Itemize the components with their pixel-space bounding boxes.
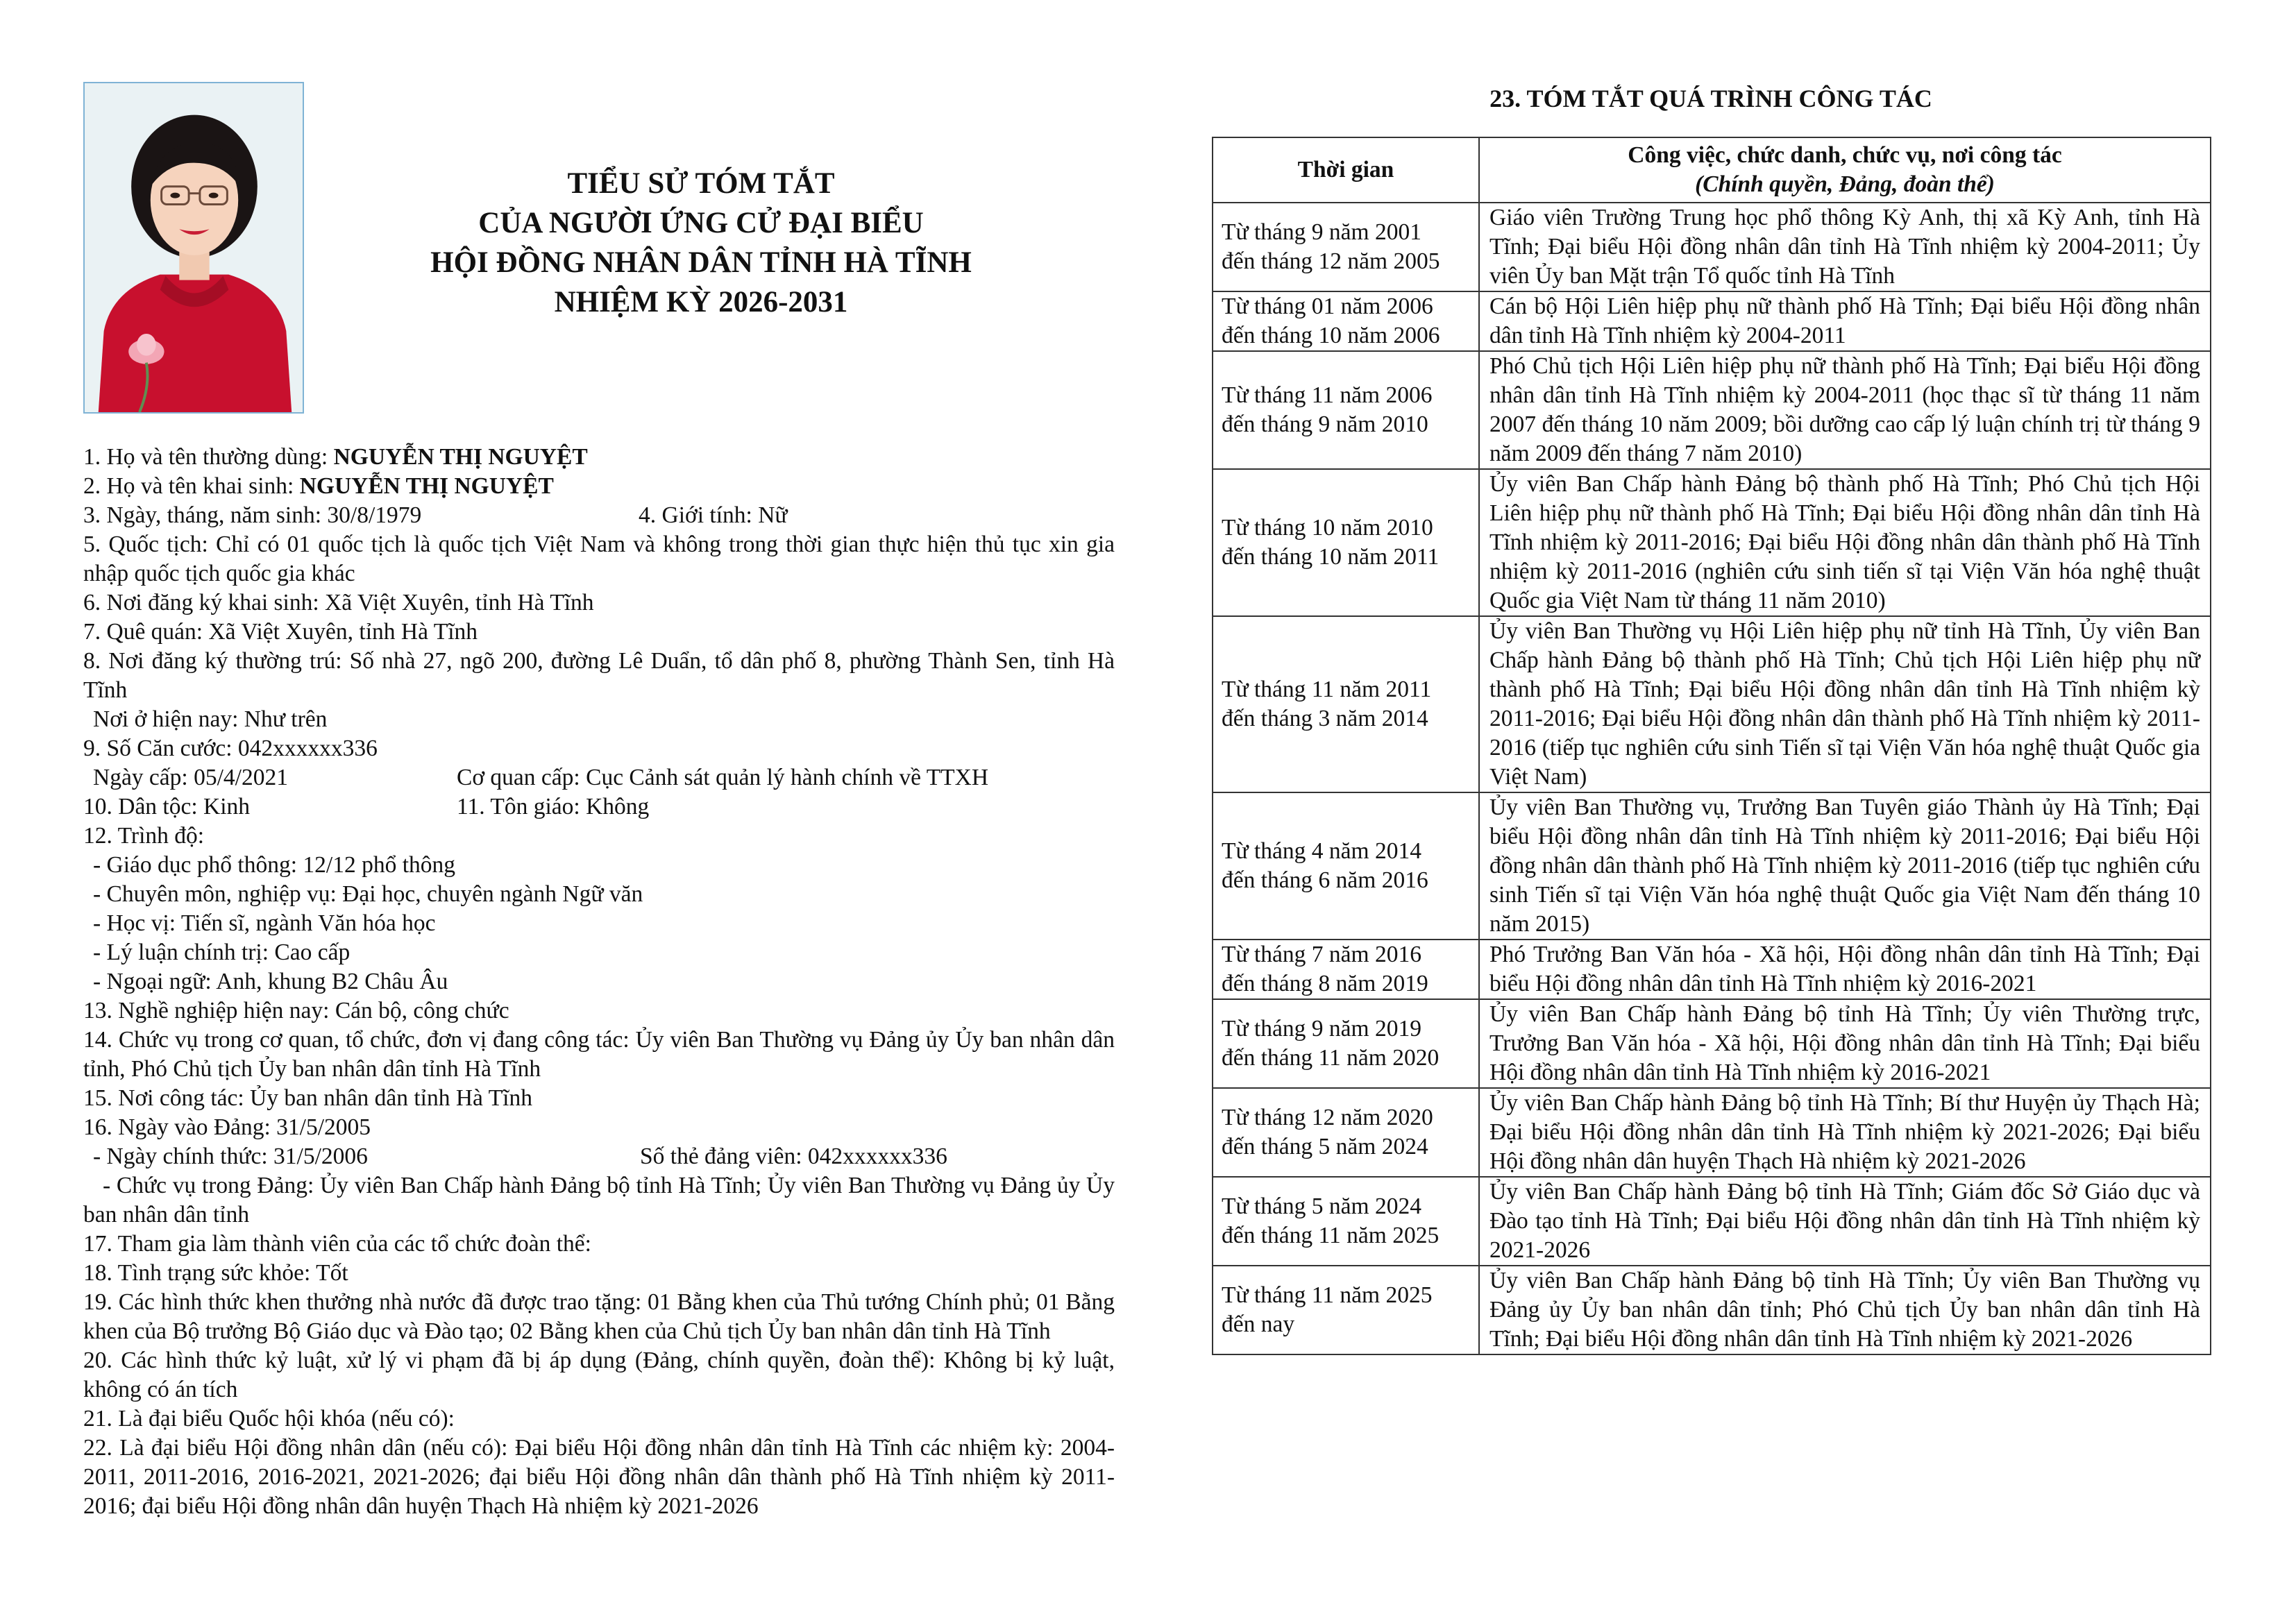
field-party-card-number: Số thẻ đảng viên: 042xxxxxx336	[640, 1144, 947, 1169]
career-period-from: Từ tháng 11 năm 2011	[1222, 677, 1432, 702]
career-period-to: đến tháng 9 năm 2010	[1222, 411, 1428, 437]
career-description: Cán bộ Hội Liên hiệp phụ nữ thành phố Hà Tĩnh; Đại biểu Hội đồng nhân dân tỉnh Hà Tĩnh nhiệm kỳ 2004-2011	[1479, 291, 2211, 351]
field-row-birth-gender	[83, 501, 1115, 530]
field-row-id-issue	[83, 763, 1115, 792]
career-heading: 23. TÓM TẮT QUÁ TRÌNH CÔNG TÁC	[1489, 85, 1932, 112]
career-description: Ủy viên Ban Thường vụ, Trưởng Ban Tuyên giáo Thành ủy Hà Tĩnh; Đại biểu Hội đồng nhân dân tỉnh Hà Tĩnh nhiệm kỳ 2011-2016; Đại biểu Hội đồng nhân dân thành phố Hà Tĩnh nhiệm kỳ 2011-2016 (tiếp tục nghiên cứu sinh Tiến sĩ tại Viện Văn hóa nghệ thuật Quốc gia Việt Nam đến tháng 10 năm 2015)	[1479, 792, 2211, 940]
career-period	[1213, 291, 1479, 351]
field-peoples-council: 22. Là đại biểu Hội đồng nhân dân (nếu có): Đại biểu Hội đồng nhân dân tỉnh Hà Tĩnh các nhiệm kỳ: 2004-2011, 2011-2016, 2016-2021, 2021-2026; đại biểu Hội đồng nhân dân thành phố Hà Tĩnh nhiệm kỳ 2011-2016; đại biểu Hội đồng nhân dân huyện Thạch Hà nhiệm kỳ 2021-2026	[83, 1435, 1115, 1519]
field-awards: 19. Các hình thức khen thưởng nhà nước đã được trao tặng: 01 Bằng khen của Thủ tướng Chính phủ; 01 Bằng khen của Bộ trưởng Bộ Giáo dục và Đào tạo; 02 Bằng khen của Chủ tịch Ủy ban nhân dân tỉnh Hà Tĩnh	[83, 1289, 1115, 1344]
field-row-ethnicity-religion	[83, 792, 1115, 822]
field-birth-name	[83, 472, 1115, 501]
field-religion: 11. Tôn giáo: Không	[457, 794, 650, 819]
title-line-1: TIỂU SỬ TÓM TẮT	[567, 167, 835, 200]
career-description: Ủy viên Ban Chấp hành Đảng bộ tỉnh Hà Tĩnh; Ủy viên Ban Thường vụ Đảng ủy Ủy ban nhân dân tỉnh; Phó Chủ tịch Ủy ban nhân dân tỉnh Hà Tĩnh; Đại biểu Hội đồng nhân dân tỉnh Hà Tĩnh nhiệm kỳ 2021-2026	[1479, 1266, 2211, 1354]
field-id-issue-date: Ngày cấp: 05/4/2021	[93, 765, 288, 790]
career-period	[1213, 616, 1479, 792]
field-nationality: 5. Quốc tịch: Chỉ có 01 quốc tịch là quốc tịch Việt Nam và không trong thời gian thực hiện thủ tục xin gia nhập quốc tịch quốc gia khác	[83, 532, 1115, 586]
career-description: Ủy viên Ban Chấp hành Đảng bộ thành phố Hà Tĩnh; Phó Chủ tịch Hội Liên hiệp phụ nữ thành phố Hà Tĩnh; Đại biểu Hội đồng nhân dân tỉnh Hà Tĩnh nhiệm kỳ 2011-2016; Đại biểu Hội đồng nhân dân thành phố Hà Tĩnh nhiệm kỳ 2011-2016 (nghiên cứu sinh tiến sĩ tại Viện Văn hóa nghệ thuật Quốc gia Việt Nam từ tháng 11 năm 2010)	[1479, 469, 2211, 616]
field-birthdate: 3. Ngày, tháng, năm sinh: 30/8/1979	[83, 502, 422, 528]
field-value: NGUYỄN THỊ NGUYỆT	[299, 473, 554, 499]
field-value: NGUYỄN THỊ NGUYỆT	[333, 444, 588, 470]
career-table-header	[1213, 137, 2211, 203]
title-line-4: NHIỆM KỲ 2026-2031	[554, 286, 848, 318]
portrait-image	[85, 83, 303, 412]
table-row	[1213, 469, 2211, 616]
career-period-from: Từ tháng 7 năm 2016	[1222, 942, 1421, 967]
career-period	[1213, 1088, 1479, 1177]
career-description: Phó Trưởng Ban Văn hóa - Xã hội, Hội đồng nhân dân tỉnh Hà Tĩnh; Đại biểu Hội đồng nhân dân tỉnh Hà Tĩnh nhiệm kỳ 2016-2021	[1479, 940, 2211, 999]
career-period-to: đến nay	[1222, 1311, 1295, 1337]
career-table-body	[1213, 203, 2211, 1354]
field-birth-registration: 6. Nơi đăng ký khai sinh: Xã Việt Xuyên, tỉnh Hà Tĩnh	[83, 590, 594, 615]
field-label: 2. Họ và tên khai sinh:	[83, 473, 300, 499]
career-description: Ủy viên Ban Chấp hành Đảng bộ tỉnh Hà Tĩnh; Bí thư Huyện ủy Thạch Hà; Đại biểu Hội đồng nhân dân tỉnh Hà Tĩnh nhiệm kỳ 2021-2026; Đại biểu Hội đồng nhân dân huyện Thạch Hà nhiệm kỳ 2021-2026	[1479, 1088, 2211, 1177]
field-party-join-date: 16. Ngày vào Đảng: 31/5/2005	[83, 1114, 371, 1140]
field-discipline: 20. Các hình thức kỷ luật, xử lý vi phạm đã bị áp dụng (Đảng, chính quyền, đoàn thể): Không bị kỷ luật, không có án tích	[83, 1348, 1115, 1402]
field-ethnicity: 10. Dân tộc: Kinh	[83, 794, 251, 819]
career-period-from: Từ tháng 11 năm 2006	[1222, 382, 1433, 408]
document-title	[326, 164, 1076, 322]
field-party-position	[83, 1171, 1115, 1230]
table-row	[1213, 792, 2211, 940]
table-row	[1213, 1177, 2211, 1266]
table-row	[1213, 940, 2211, 999]
career-period-to: đến tháng 12 năm 2005	[1222, 248, 1440, 274]
career-table	[1212, 137, 2211, 1355]
career-period	[1213, 1177, 1479, 1266]
column-header-work-subtitle: (Chính quyền, Đảng, đoàn thể)	[1695, 171, 1995, 197]
bio-section	[83, 443, 1115, 1521]
field-education-degree: - Học vị: Tiến sĩ, ngành Văn hóa học	[93, 910, 436, 936]
column-header-time: Thời gian	[1213, 137, 1479, 203]
field-occupation: 13. Nghề nghiệp hiện nay: Cán bộ, công chức	[83, 998, 509, 1023]
career-period	[1213, 792, 1479, 940]
career-period	[1213, 940, 1479, 999]
table-row	[1213, 351, 2211, 469]
career-period	[1213, 1266, 1479, 1354]
career-period-from: Từ tháng 4 năm 2014	[1222, 838, 1421, 864]
career-description: Ủy viên Ban Chấp hành Đảng bộ tỉnh Hà Tĩnh; Giám đốc Sở Giáo dục và Đào tạo tỉnh Hà Tĩnh; Đại biểu Hội đồng nhân dân tỉnh Hà Tĩnh nhiệm kỳ 2021-2026	[1479, 1177, 2211, 1266]
career-period-to: đến tháng 10 năm 2011	[1222, 544, 1440, 570]
field-national-assembly: 21. Là đại biểu Quốc hội khóa (nếu có):	[83, 1406, 455, 1431]
career-description: Giáo viên Trường Trung học phổ thông Kỳ Anh, thị xã Kỳ Anh, tỉnh Hà Tĩnh; Đại biểu Hội đồng nhân dân tỉnh Hà Tĩnh nhiệm kỳ 2004-2011; Ủy viên Ủy ban Mặt trận Tổ quốc tỉnh Hà Tĩnh	[1479, 203, 2211, 291]
field-education-heading: 12. Trình độ:	[83, 823, 205, 849]
field-common-name	[83, 443, 1115, 472]
career-period-from: Từ tháng 12 năm 2020	[1222, 1105, 1433, 1130]
title-line-3: HỘI ĐỒNG NHÂN DÂN TỈNH HÀ TĨNH	[430, 246, 972, 279]
career-period	[1213, 351, 1479, 469]
table-row	[1213, 291, 2211, 351]
field-education-language: - Ngoại ngữ: Anh, khung B2 Châu Âu	[93, 969, 448, 994]
field-health: 18. Tình trạng sức khỏe: Tốt	[83, 1260, 348, 1286]
career-description: Ủy viên Ban Chấp hành Đảng bộ tỉnh Hà Tĩnh; Ủy viên Thường trực, Trưởng Ban Văn hóa - Xã hội, Hội đồng nhân dân tỉnh Hà Tĩnh; Đại biểu Hội đồng nhân dân tỉnh Hà Tĩnh nhiệm kỳ 2016-2021	[1479, 999, 2211, 1088]
table-row	[1213, 999, 2211, 1088]
career-description: Ủy viên Ban Thường vụ Hội Liên hiệp phụ nữ tỉnh Hà Tĩnh, Ủy viên Ban Chấp hành Đảng bộ thành phố Hà Tĩnh; Chủ tịch Hội Liên hiệp phụ nữ thành phố Hà Tĩnh; Đại biểu Hội đồng nhân dân tỉnh Hà Tĩnh nhiệm kỳ 2011-2016; Đại biểu Hội đồng nhân dân thành phố Hà Tĩnh nhiệm kỳ 2011-2016 (tiếp tục nghiên cứu sinh Tiến sĩ tại Viện Văn hóa nghệ thuật Quốc gia Việt Nam)	[1479, 616, 2211, 792]
field-education-specialty: - Chuyên môn, nghiệp vụ: Đại học, chuyên ngành Ngữ văn	[93, 881, 643, 907]
career-period-to: đến tháng 11 năm 2025	[1222, 1223, 1440, 1248]
career-period	[1213, 469, 1479, 616]
table-row	[1213, 616, 2211, 792]
field-label: 1. Họ và tên thường dùng:	[83, 444, 334, 470]
field-id-number: 9. Số Căn cước: 042xxxxxx336	[83, 736, 378, 761]
title-line-2: CỦA NGƯỜI ỨNG CỬ ĐẠI BIỂU	[478, 207, 924, 239]
career-description: Phó Chủ tịch Hội Liên hiệp phụ nữ thành phố Hà Tĩnh; Đại biểu Hội đồng nhân dân tỉnh Hà Tĩnh nhiệm kỳ 2004-2011 (học thạc sĩ từ tháng 11 năm 2007 đến tháng 10 năm 2009; bồi dưỡng cao cấp lý luận chính trị từ tháng 9 năm 2009 đến tháng 7 năm 2010)	[1479, 351, 2211, 469]
table-row	[1213, 203, 2211, 291]
column-header-work-title: Công việc, chức danh, chức vụ, nơi công tác	[1628, 142, 2062, 168]
table-row	[1213, 1088, 2211, 1177]
field-position: 14. Chức vụ trong cơ quan, tổ chức, đơn vị đang công tác: Ủy viên Ban Thường vụ Đảng ủy Ủy ban nhân dân tỉnh, Phó Chủ tịch Ủy ban nhân dân tỉnh Hà Tĩnh	[83, 1027, 1115, 1082]
field-row-party-official	[83, 1142, 1115, 1171]
career-period	[1213, 203, 1479, 291]
field-current-residence: Nơi ở hiện nay: Như trên	[93, 706, 328, 732]
career-period-from: Từ tháng 11 năm 2025	[1222, 1282, 1433, 1308]
career-period-to: đến tháng 5 năm 2024	[1222, 1134, 1428, 1159]
field-education-politics: - Lý luận chính trị: Cao cấp	[93, 940, 351, 965]
field-gender: 4. Giới tính: Nữ	[639, 502, 788, 528]
career-period	[1213, 999, 1479, 1088]
career-period-from: Từ tháng 5 năm 2024	[1222, 1193, 1421, 1219]
field-education-general: - Giáo dục phổ thông: 12/12 phổ thông	[93, 852, 455, 878]
field-party-official-date: - Ngày chính thức: 31/5/2006	[93, 1144, 368, 1169]
career-period-to: đến tháng 10 năm 2006	[1222, 323, 1440, 348]
table-row	[1213, 1266, 2211, 1354]
field-party-position-text: - Chức vụ trong Đảng: Ủy viên Ban Chấp hành Đảng bộ tỉnh Hà Tĩnh; Ủy viên Ban Thường vụ Đảng ủy Ủy ban nhân dân tỉnh	[83, 1173, 1115, 1227]
field-permanent-residence: 8. Nơi đăng ký thường trú: Số nhà 27, ngõ 200, đường Lê Duẩn, tổ dân phố 8, phường Thành Sen, tỉnh Hà Tĩnh	[83, 648, 1115, 703]
career-period-to: đến tháng 8 năm 2019	[1222, 971, 1428, 996]
field-hometown: 7. Quê quán: Xã Việt Xuyên, tỉnh Hà Tĩnh	[83, 619, 478, 645]
career-period-from: Từ tháng 9 năm 2019	[1222, 1016, 1421, 1042]
career-period-from: Từ tháng 10 năm 2010	[1222, 515, 1433, 541]
career-period-from: Từ tháng 01 năm 2006	[1222, 294, 1433, 319]
field-workplace: 15. Nơi công tác: Ủy ban nhân dân tỉnh Hà Tĩnh	[83, 1085, 532, 1111]
career-period-from: Từ tháng 9 năm 2001	[1222, 219, 1421, 245]
career-period-to: đến tháng 11 năm 2020	[1222, 1045, 1440, 1071]
career-period-to: đến tháng 6 năm 2016	[1222, 867, 1428, 893]
field-id-issuer: Cơ quan cấp: Cục Cảnh sát quản lý hành chính về TTXH	[457, 765, 989, 790]
career-period-to: đến tháng 3 năm 2014	[1222, 706, 1428, 731]
portrait-photo	[83, 82, 304, 414]
column-header-work	[1479, 137, 2211, 203]
field-organizations: 17. Tham gia làm thành viên của các tổ chức đoàn thể:	[83, 1231, 591, 1257]
